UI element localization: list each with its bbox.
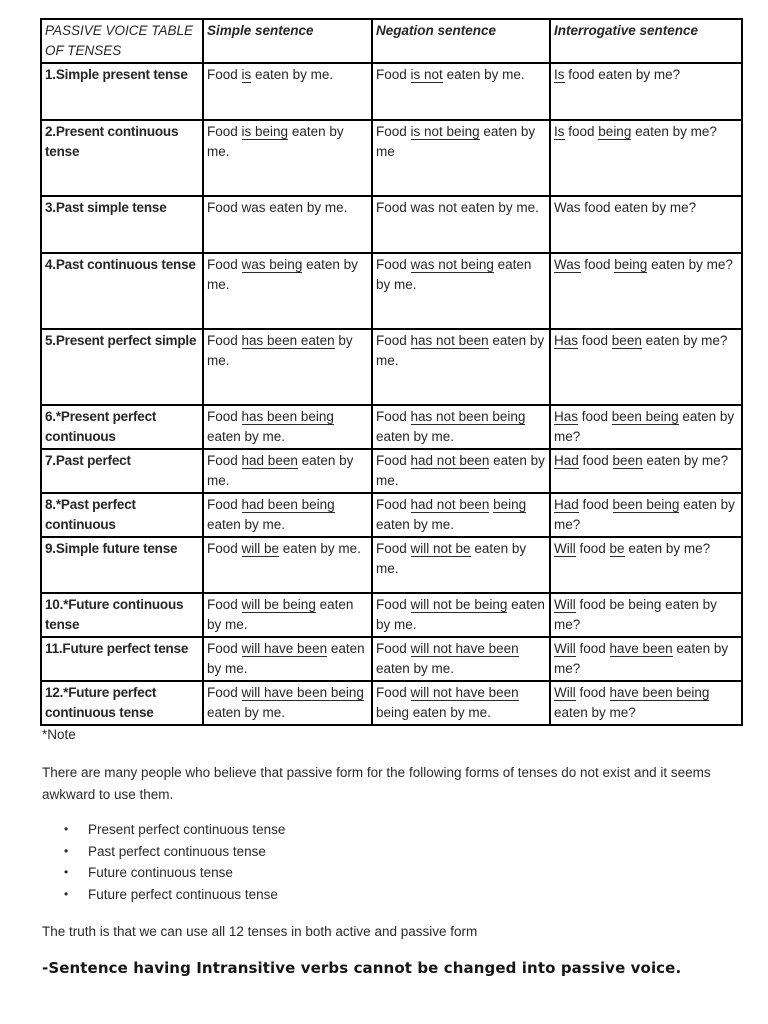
text-segment: Food xyxy=(376,257,411,272)
text-segment: Food xyxy=(376,409,411,424)
underlined-verb-segment: will not have been xyxy=(410,641,519,656)
interrogative-sentence-cell xyxy=(550,637,742,681)
negation-sentence-cell xyxy=(372,196,550,253)
text-segment: eaten by me? xyxy=(554,409,735,444)
tense-label: 12.*Future perfect continuous tense xyxy=(41,681,203,725)
underlined-verb-segment: has been eaten xyxy=(241,333,335,348)
interrogative-sentence-cell xyxy=(550,196,742,253)
underlined-verb-segment: Will xyxy=(554,685,576,700)
text-segment: Food xyxy=(207,685,242,700)
simple-sentence-cell xyxy=(203,593,372,637)
text-segment: food xyxy=(578,453,613,468)
simple-sentence-cell xyxy=(203,449,372,493)
text-segment: eaten by me. xyxy=(442,67,525,82)
underlined-verb-segment: Will xyxy=(554,597,576,612)
intransitive-note: -Sentence having Intransitive verbs cannot be changed into passive voice. xyxy=(42,959,682,977)
tense-label: 7.Past perfect xyxy=(41,449,203,493)
text-segment: food xyxy=(578,409,612,424)
underlined-verb-segment: will be being xyxy=(241,597,316,612)
table-row xyxy=(41,253,742,329)
header-negation-sentence: Negation sentence xyxy=(372,19,550,63)
underlined-verb-segment: will not be being xyxy=(410,597,508,612)
tense-label: 10.*Future continuous tense xyxy=(41,593,203,637)
text-segment: food xyxy=(575,685,610,700)
text-segment: eaten by me. xyxy=(207,428,286,444)
text-segment: being eaten by me. xyxy=(376,704,491,720)
text-segment: food xyxy=(564,124,599,139)
interrogative-sentence-cell xyxy=(550,405,742,449)
tense-label: 3.Past simple tense xyxy=(41,196,203,253)
bullet-icon: • xyxy=(64,865,69,879)
text-segment: by me. xyxy=(207,333,353,368)
text-segment: eaten by me. xyxy=(207,641,365,676)
simple-sentence-cell xyxy=(203,120,372,196)
underlined-verb-segment: been being xyxy=(611,409,679,424)
underlined-verb-segment: was being xyxy=(241,257,303,272)
text-segment: eaten by me. xyxy=(207,124,344,159)
text-segment: Food xyxy=(376,597,411,612)
simple-sentence-cell xyxy=(203,329,372,405)
note-bullet-item xyxy=(64,887,285,909)
table-row xyxy=(41,593,742,637)
simple-sentence-cell xyxy=(203,253,372,329)
negation-sentence-cell xyxy=(372,253,550,329)
tense-table-body xyxy=(41,63,742,725)
text-segment: Food xyxy=(207,333,242,348)
table-row xyxy=(41,449,742,493)
bullet-icon: • xyxy=(64,886,69,901)
note-bullet-item xyxy=(64,822,285,844)
text-segment: eaten by me? xyxy=(554,641,729,676)
text-segment: Food xyxy=(376,333,411,348)
text-segment: eaten by me xyxy=(376,124,536,159)
text-segment: eaten by me. xyxy=(376,257,532,292)
table-row xyxy=(41,63,742,120)
interrogative-sentence-cell xyxy=(550,593,742,637)
text-segment: eaten by me? xyxy=(642,453,729,468)
text-segment: eaten by me? xyxy=(647,257,733,272)
note-bullet-text: Present perfect continuous tense xyxy=(88,822,286,837)
text-segment: Food xyxy=(376,641,411,656)
text-segment: eaten by me. xyxy=(207,597,354,632)
text-segment: food xyxy=(580,257,615,272)
underlined-verb-segment: has not been being xyxy=(410,409,526,424)
table-title-cell: PASSIVE VOICE TABLE OF TENSES xyxy=(41,19,203,63)
underlined-verb-segment: will have been xyxy=(241,641,328,656)
text-segment: eaten by me? xyxy=(631,124,717,139)
negation-sentence-cell xyxy=(372,593,550,637)
simple-sentence-cell xyxy=(203,637,372,681)
text-segment: eaten by me. xyxy=(376,660,455,676)
note-bullet-item xyxy=(64,844,285,866)
text-segment: eaten by me. xyxy=(376,453,545,488)
interrogative-sentence-cell xyxy=(550,537,742,593)
tense-label: 4.Past continuous tense xyxy=(41,253,203,329)
negation-sentence-cell xyxy=(372,637,550,681)
simple-sentence-cell xyxy=(203,196,372,253)
text-segment: food xyxy=(575,541,610,556)
negation-sentence-cell xyxy=(372,493,550,537)
underlined-verb-segment: Had xyxy=(554,453,579,468)
negation-sentence-cell xyxy=(372,449,550,493)
text-segment: eaten by me. xyxy=(376,597,545,632)
tense-label: 5.Present perfect simple xyxy=(41,329,203,405)
underlined-verb-segment: Has xyxy=(554,409,579,424)
note-bullet-text: Future continuous tense xyxy=(88,865,233,880)
text-segment: Food xyxy=(376,541,411,556)
underlined-verb-segment: had been xyxy=(241,453,298,468)
text-segment: Food xyxy=(376,453,411,468)
underlined-verb-segment: is being xyxy=(241,124,289,139)
underlined-verb-segment: been xyxy=(611,333,642,348)
interrogative-sentence-cell xyxy=(550,120,742,196)
table-row xyxy=(41,196,742,253)
text-segment: Food xyxy=(207,453,242,468)
simple-sentence-cell xyxy=(203,537,372,593)
table-row xyxy=(41,637,742,681)
underlined-verb-segment: being xyxy=(614,257,648,272)
text-segment: eaten by me? xyxy=(641,333,728,348)
table-row xyxy=(41,405,742,449)
text-segment: Food xyxy=(376,67,411,82)
negation-sentence-cell xyxy=(372,537,550,593)
underlined-verb-segment: will be xyxy=(241,541,280,556)
note-bullet-item xyxy=(64,865,285,887)
table-row xyxy=(41,537,742,593)
underlined-verb-segment: be xyxy=(609,541,625,556)
text-segment: food xyxy=(578,333,612,348)
tense-label: 8.*Past perfect continuous xyxy=(41,493,203,537)
table-row xyxy=(41,493,742,537)
underlined-verb-segment: will not be xyxy=(410,541,471,556)
note-bullet-text: Future perfect continuous tense xyxy=(88,886,278,902)
note-paragraph: There are many people who believe that passive form for the following forms of tenses do not exist and it seems awkward to use them. xyxy=(42,765,711,802)
underlined-verb-segment: has not been xyxy=(410,333,489,348)
underlined-verb-segment: was not being xyxy=(410,257,494,272)
text-segment: eaten by me. xyxy=(207,257,358,292)
underlined-verb-segment: will have been being xyxy=(241,685,364,700)
underlined-verb-segment: been xyxy=(612,453,643,468)
text-segment: Food xyxy=(207,257,242,272)
underlined-verb-segment: is not being xyxy=(410,124,480,139)
table-row xyxy=(41,120,742,196)
interrogative-sentence-cell xyxy=(550,329,742,405)
interrogative-sentence-cell xyxy=(550,449,742,493)
text-segment: eaten by me. xyxy=(207,453,354,488)
underlined-verb-segment: has been being xyxy=(241,409,334,424)
text-segment: eaten by me? xyxy=(554,497,735,532)
simple-sentence-cell xyxy=(203,405,372,449)
text-segment: Was food eaten by me? xyxy=(554,200,697,215)
header-simple-sentence: Simple sentence xyxy=(203,19,372,63)
interrogative-sentence-cell xyxy=(550,681,742,725)
header-interrogative-sentence: Interrogative sentence xyxy=(550,19,742,63)
underlined-verb-segment: had not been xyxy=(410,497,490,512)
text-segment: eaten by me. xyxy=(376,333,545,368)
note-bullet-text: Past perfect continuous tense xyxy=(88,843,266,859)
negation-sentence-cell xyxy=(372,681,550,725)
passive-voice-table xyxy=(40,18,743,726)
table-header-row xyxy=(41,19,742,63)
text-segment: Food was not eaten by me. xyxy=(376,200,539,215)
text-segment: eaten by me? xyxy=(624,541,711,556)
tense-label: 2.Present continuous tense xyxy=(41,120,203,196)
tense-label: 11.Future perfect tense xyxy=(41,637,203,681)
note-bullet-list xyxy=(64,822,285,908)
underlined-verb-segment: is xyxy=(241,67,252,82)
negation-sentence-cell xyxy=(372,329,550,405)
interrogative-sentence-cell xyxy=(550,253,742,329)
underlined-verb-segment: been being xyxy=(612,497,680,512)
text-segment: eaten by me. xyxy=(279,541,361,556)
text-segment: Food xyxy=(376,497,411,512)
text-segment: Food xyxy=(376,124,411,139)
text-segment: Food xyxy=(207,67,242,82)
bullet-icon: • xyxy=(64,843,69,858)
bullet-icon: • xyxy=(64,822,69,836)
underlined-verb-segment: being xyxy=(598,124,632,139)
text-segment: eaten by me. xyxy=(251,67,334,82)
text-segment: eaten by me. xyxy=(376,516,455,532)
text-segment: eaten by me. xyxy=(376,428,455,444)
negation-sentence-cell xyxy=(372,120,550,196)
underlined-verb-segment: Has xyxy=(554,333,579,348)
underlined-verb-segment: have been xyxy=(609,641,673,656)
simple-sentence-cell xyxy=(203,681,372,725)
text-segment: Food xyxy=(207,597,242,612)
text-segment: Food xyxy=(207,541,242,556)
underlined-verb-segment: had been being xyxy=(241,497,335,512)
underlined-verb-segment: Had xyxy=(554,497,579,512)
text-segment: Food was eaten by me. xyxy=(207,200,348,215)
tense-label: 6.*Present perfect continuous xyxy=(41,405,203,449)
underlined-verb-segment: being xyxy=(493,497,527,512)
underlined-verb-segment: will not have been xyxy=(410,685,519,700)
text-segment: Food xyxy=(207,497,242,512)
truth-statement: The truth is that we can use all 12 tenses in both active and passive form xyxy=(42,924,478,939)
interrogative-sentence-cell xyxy=(550,493,742,537)
underlined-verb-segment: is not xyxy=(410,67,443,82)
underlined-verb-segment: Is xyxy=(554,124,565,139)
underlined-verb-segment: Is xyxy=(554,67,565,82)
negation-sentence-cell xyxy=(372,63,550,120)
text-segment: eaten by me. xyxy=(376,541,527,576)
simple-sentence-cell xyxy=(203,63,372,120)
text-segment: eaten by me. xyxy=(207,516,286,532)
text-segment: eaten by me? xyxy=(554,704,636,720)
text-segment: Food xyxy=(376,685,411,700)
text-segment: eaten by me. xyxy=(207,704,286,720)
text-segment: Food xyxy=(207,641,242,656)
underlined-verb-segment: Was xyxy=(554,257,581,272)
text-segment: food eaten by me? xyxy=(564,67,681,82)
text-segment: Food xyxy=(207,124,242,139)
text-segment: food xyxy=(578,497,613,512)
text-segment: food xyxy=(575,641,610,656)
negation-sentence-cell xyxy=(372,405,550,449)
tense-label: 9.Simple future tense xyxy=(41,537,203,593)
underlined-verb-segment: have been being xyxy=(609,685,710,700)
note-label: *Note xyxy=(42,727,76,742)
underlined-verb-segment: Will xyxy=(554,541,576,556)
underlined-verb-segment: had not been xyxy=(410,453,490,468)
underlined-verb-segment: Will xyxy=(554,641,576,656)
interrogative-sentence-cell xyxy=(550,63,742,120)
simple-sentence-cell xyxy=(203,493,372,537)
text-segment: food be being eaten by me? xyxy=(554,597,717,632)
text-segment: Food xyxy=(207,409,242,424)
tense-label: 1.Simple present tense xyxy=(41,63,203,120)
table-row xyxy=(41,329,742,405)
table-row xyxy=(41,681,742,725)
